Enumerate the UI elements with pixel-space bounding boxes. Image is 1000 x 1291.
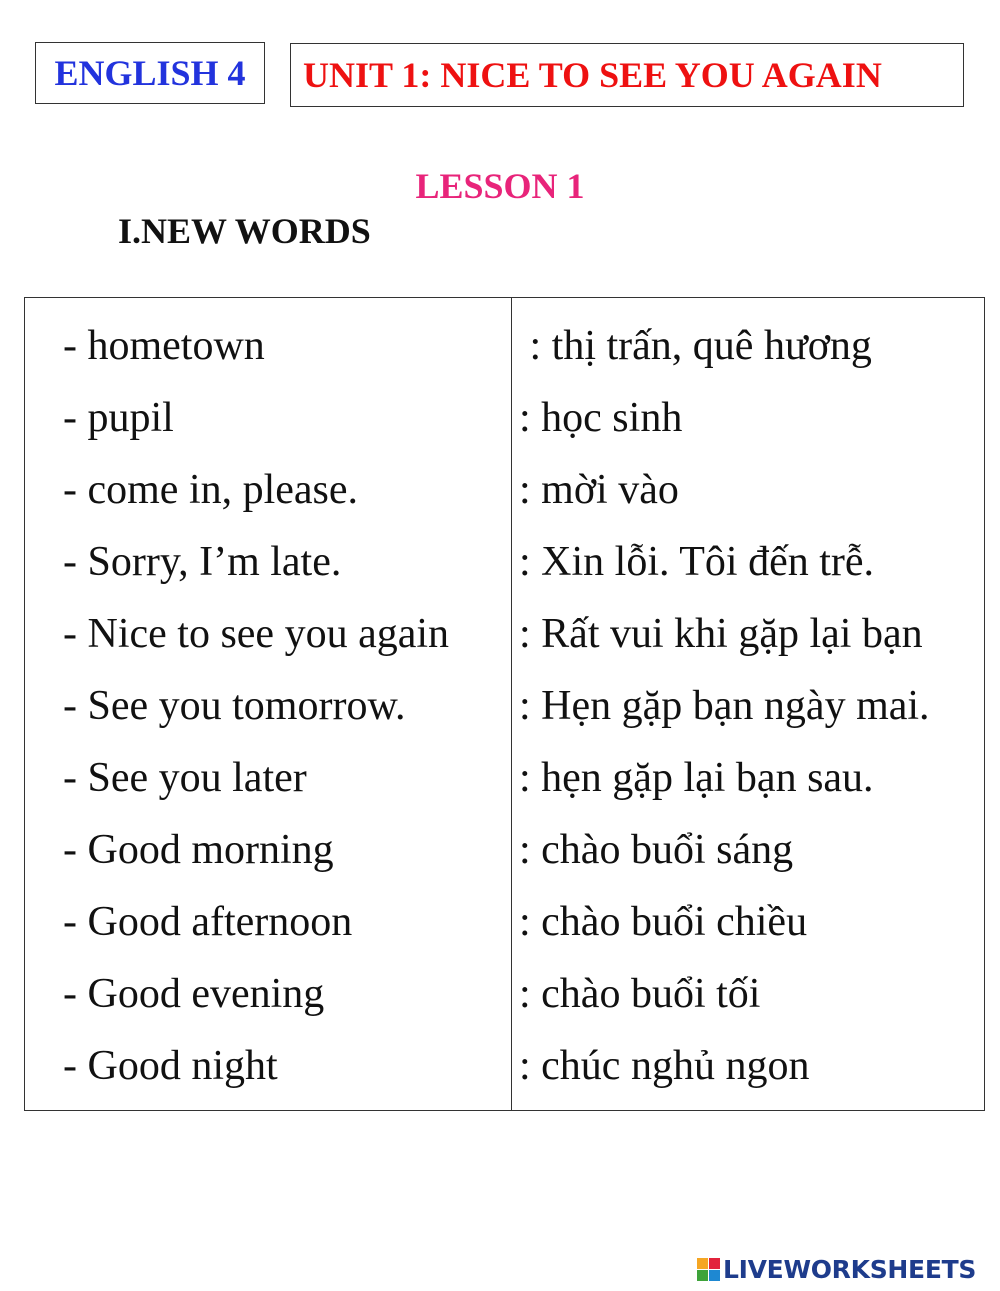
english-term: - pupil [63, 395, 174, 441]
vietnamese-meaning: : Xin lỗi. Tôi đến trễ. [519, 539, 875, 585]
english-term: - Good morning [63, 827, 334, 873]
vocabulary-row [25, 526, 984, 598]
lesson-title: LESSON 1 [415, 166, 585, 206]
vietnamese-meaning: : chào buổi sáng [519, 827, 794, 873]
logo-square-2 [709, 1258, 720, 1269]
vocabulary-row [25, 886, 984, 958]
vocabulary-row [25, 814, 984, 886]
vietnamese-meaning: : Rất vui khi gặp lại bạn [519, 611, 923, 657]
vietnamese-meaning: : chào buổi tối [519, 971, 761, 1017]
vocabulary-row [25, 742, 984, 814]
english-term: - See you later [63, 755, 307, 801]
unit-title: UNIT 1: NICE TO SEE YOU AGAIN [303, 55, 882, 95]
english-term: - Sorry, I’m late. [63, 539, 342, 585]
subject-title: ENGLISH 4 [54, 53, 246, 93]
english-term: - Good evening [63, 971, 325, 1017]
vocabulary-row [25, 958, 984, 1030]
vocabulary-table [24, 297, 985, 1111]
vietnamese-meaning: : học sinh [519, 395, 683, 441]
vietnamese-meaning: : chào buổi chiều [519, 899, 808, 945]
english-term: - Nice to see you again [63, 611, 450, 657]
vietnamese-meaning: : hẹn gặp lại bạn sau. [519, 755, 874, 801]
vocabulary-row [25, 598, 984, 670]
liveworksheets-logo-icon [697, 1258, 720, 1281]
vocabulary-row [25, 670, 984, 742]
english-term: - Good afternoon [63, 899, 353, 945]
english-term: - hometown [63, 323, 265, 369]
vietnamese-meaning: : mời vào [519, 467, 679, 513]
english-term: - come in, please. [63, 467, 359, 513]
vietnamese-meaning: : Hẹn gặp bạn ngày mai. [519, 683, 930, 729]
english-term: - Good night [63, 1043, 278, 1089]
vocabulary-row [25, 310, 984, 382]
vietnamese-meaning: : chúc nghủ ngon [519, 1043, 810, 1089]
logo-text: LIVEWORKSHEETS [723, 1254, 977, 1284]
vocabulary-row [25, 1030, 984, 1102]
vietnamese-meaning: : thị trấn, quê hương [519, 323, 872, 369]
section-title: I.NEW WORDS [118, 211, 371, 251]
liveworksheets-logo [697, 1252, 976, 1286]
subject-box [35, 42, 265, 104]
english-term: - See you tomorrow. [63, 683, 406, 729]
logo-square-4 [709, 1270, 720, 1281]
vocabulary-row [25, 382, 984, 454]
logo-square-3 [697, 1270, 708, 1281]
logo-square-1 [697, 1258, 708, 1269]
vocabulary-row [25, 454, 984, 526]
unit-box [290, 43, 964, 107]
